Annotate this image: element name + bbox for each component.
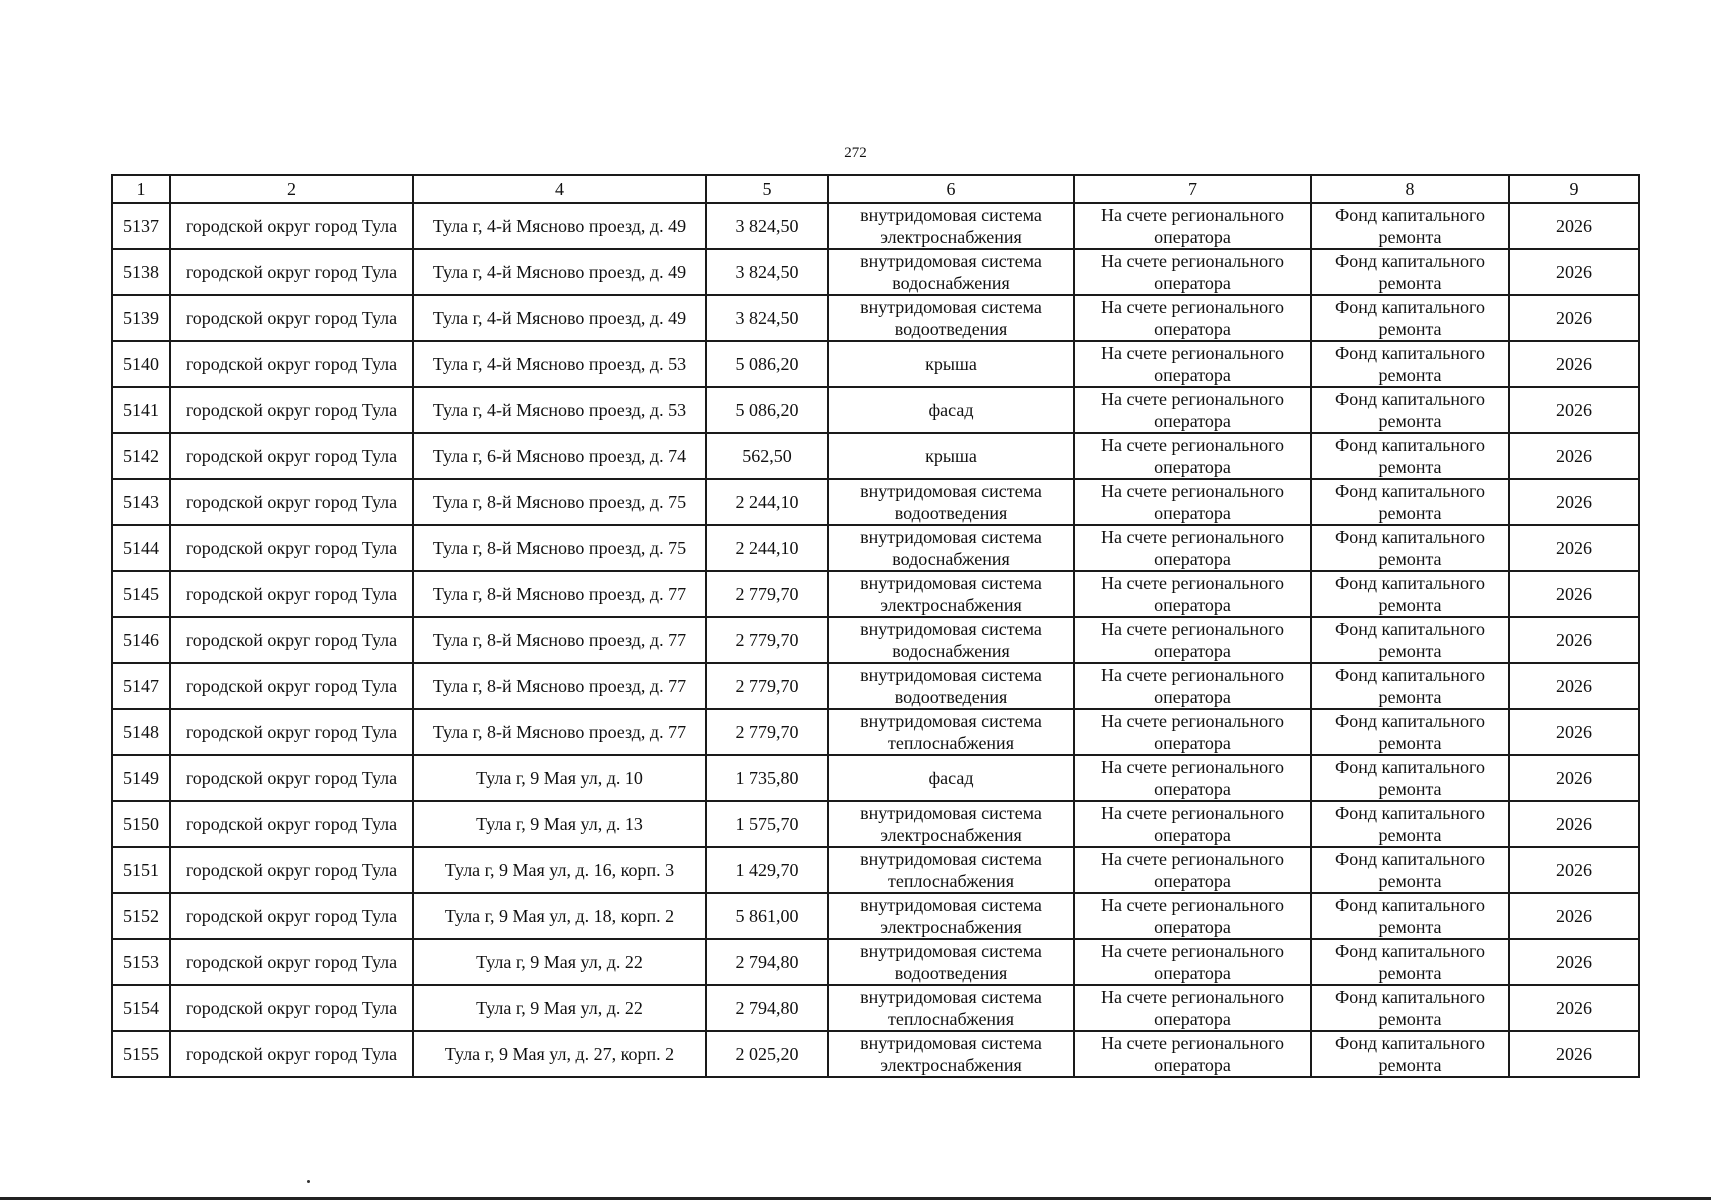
table-row bbox=[112, 709, 1639, 755]
funding-source-cell: Фонд капитального ремонта bbox=[1311, 341, 1509, 387]
fund-method-cell: На счете регионального оператора bbox=[1074, 985, 1311, 1031]
municipality-cell: городской округ город Тула bbox=[170, 1031, 413, 1077]
table-row bbox=[112, 571, 1639, 617]
funding-source-cell: Фонд капитального ремонта bbox=[1311, 801, 1509, 847]
municipality-cell: городской округ город Тула bbox=[170, 617, 413, 663]
work-type-cell: внутридомовая система водоснабжения bbox=[828, 525, 1074, 571]
address-cell: Тула г, 4-й Мясново проезд, д. 49 bbox=[413, 295, 706, 341]
row-number-cell: 5141 bbox=[112, 387, 170, 433]
year-cell: 2026 bbox=[1509, 249, 1639, 295]
row-number-cell: 5150 bbox=[112, 801, 170, 847]
header-col-8: 8 bbox=[1311, 175, 1509, 203]
table-row bbox=[112, 985, 1639, 1031]
address-cell: Тула г, 9 Мая ул, д. 16, корп. 3 bbox=[413, 847, 706, 893]
address-cell: Тула г, 8-й Мясново проезд, д. 77 bbox=[413, 571, 706, 617]
year-cell: 2026 bbox=[1509, 939, 1639, 985]
year-cell: 2026 bbox=[1509, 295, 1639, 341]
area-cell: 2 794,80 bbox=[706, 985, 828, 1031]
municipality-cell: городской округ город Тула bbox=[170, 847, 413, 893]
funding-source-cell: Фонд капитального ремонта bbox=[1311, 893, 1509, 939]
area-cell: 2 779,70 bbox=[706, 709, 828, 755]
work-type-cell: внутридомовая система электроснабжения bbox=[828, 893, 1074, 939]
row-number-cell: 5137 bbox=[112, 203, 170, 249]
row-number-cell: 5153 bbox=[112, 939, 170, 985]
area-cell: 1 735,80 bbox=[706, 755, 828, 801]
municipality-cell: городской округ город Тула bbox=[170, 525, 413, 571]
address-cell: Тула г, 8-й Мясново проезд, д. 75 bbox=[413, 525, 706, 571]
table-row bbox=[112, 203, 1639, 249]
work-type-cell: внутридомовая система водоотведения bbox=[828, 479, 1074, 525]
year-cell: 2026 bbox=[1509, 617, 1639, 663]
area-cell: 2 779,70 bbox=[706, 663, 828, 709]
area-cell: 5 861,00 bbox=[706, 893, 828, 939]
fund-method-cell: На счете регионального оператора bbox=[1074, 479, 1311, 525]
municipality-cell: городской округ город Тула bbox=[170, 571, 413, 617]
address-cell: Тула г, 8-й Мясново проезд, д. 77 bbox=[413, 617, 706, 663]
header-col-1: 1 bbox=[112, 175, 170, 203]
fund-method-cell: На счете регионального оператора bbox=[1074, 1031, 1311, 1077]
area-cell: 2 244,10 bbox=[706, 479, 828, 525]
table-row bbox=[112, 295, 1639, 341]
fund-method-cell: На счете регионального оператора bbox=[1074, 893, 1311, 939]
table-row bbox=[112, 249, 1639, 295]
municipality-cell: городской округ город Тула bbox=[170, 433, 413, 479]
table-row bbox=[112, 617, 1639, 663]
year-cell: 2026 bbox=[1509, 893, 1639, 939]
row-number-cell: 5139 bbox=[112, 295, 170, 341]
funding-source-cell: Фонд капитального ремонта bbox=[1311, 939, 1509, 985]
address-cell: Тула г, 9 Мая ул, д. 22 bbox=[413, 985, 706, 1031]
funding-source-cell: Фонд капитального ремонта bbox=[1311, 709, 1509, 755]
row-number-cell: 5142 bbox=[112, 433, 170, 479]
work-type-cell: внутридомовая система теплоснабжения bbox=[828, 709, 1074, 755]
row-number-cell: 5140 bbox=[112, 341, 170, 387]
table-row bbox=[112, 801, 1639, 847]
fund-method-cell: На счете регионального оператора bbox=[1074, 939, 1311, 985]
fund-method-cell: На счете регионального оператора bbox=[1074, 433, 1311, 479]
fund-method-cell: На счете регионального оператора bbox=[1074, 617, 1311, 663]
municipality-cell: городской округ город Тула bbox=[170, 479, 413, 525]
row-number-cell: 5149 bbox=[112, 755, 170, 801]
municipality-cell: городской округ город Тула bbox=[170, 893, 413, 939]
area-cell: 3 824,50 bbox=[706, 249, 828, 295]
year-cell: 2026 bbox=[1509, 663, 1639, 709]
area-cell: 2 025,20 bbox=[706, 1031, 828, 1077]
municipality-cell: городской округ город Тула bbox=[170, 663, 413, 709]
address-cell: Тула г, 4-й Мясново проезд, д. 49 bbox=[413, 249, 706, 295]
municipality-cell: городской округ город Тула bbox=[170, 709, 413, 755]
area-cell: 2 244,10 bbox=[706, 525, 828, 571]
funding-source-cell: Фонд капитального ремонта bbox=[1311, 387, 1509, 433]
header-col-5: 5 bbox=[706, 175, 828, 203]
work-type-cell: внутридомовая система электроснабжения bbox=[828, 801, 1074, 847]
address-cell: Тула г, 9 Мая ул, д. 10 bbox=[413, 755, 706, 801]
address-cell: Тула г, 8-й Мясново проезд, д. 77 bbox=[413, 663, 706, 709]
work-type-cell: внутридомовая система водоснабжения bbox=[828, 249, 1074, 295]
fund-method-cell: На счете регионального оператора bbox=[1074, 203, 1311, 249]
row-number-cell: 5138 bbox=[112, 249, 170, 295]
municipality-cell: городской округ город Тула bbox=[170, 801, 413, 847]
work-type-cell: внутридомовая система электроснабжения bbox=[828, 1031, 1074, 1077]
work-type-cell: фасад bbox=[828, 755, 1074, 801]
fund-method-cell: На счете регионального оператора bbox=[1074, 801, 1311, 847]
year-cell: 2026 bbox=[1509, 479, 1639, 525]
year-cell: 2026 bbox=[1509, 709, 1639, 755]
funding-source-cell: Фонд капитального ремонта bbox=[1311, 479, 1509, 525]
municipality-cell: городской округ город Тула bbox=[170, 295, 413, 341]
table-row bbox=[112, 433, 1639, 479]
header-row bbox=[112, 175, 1639, 203]
area-cell: 5 086,20 bbox=[706, 387, 828, 433]
table-row bbox=[112, 341, 1639, 387]
header-col-6: 6 bbox=[828, 175, 1074, 203]
work-type-cell: фасад bbox=[828, 387, 1074, 433]
fund-method-cell: На счете регионального оператора bbox=[1074, 249, 1311, 295]
area-cell: 5 086,20 bbox=[706, 341, 828, 387]
funding-source-cell: Фонд капитального ремонта bbox=[1311, 203, 1509, 249]
work-type-cell: крыша bbox=[828, 433, 1074, 479]
municipality-cell: городской округ город Тула bbox=[170, 203, 413, 249]
table-row bbox=[112, 663, 1639, 709]
year-cell: 2026 bbox=[1509, 571, 1639, 617]
municipality-cell: городской округ город Тула bbox=[170, 939, 413, 985]
fund-method-cell: На счете регионального оператора bbox=[1074, 571, 1311, 617]
row-number-cell: 5145 bbox=[112, 571, 170, 617]
table-row bbox=[112, 755, 1639, 801]
work-type-cell: внутридомовая система водоснабжения bbox=[828, 617, 1074, 663]
funding-source-cell: Фонд капитального ремонта bbox=[1311, 525, 1509, 571]
municipality-cell: городской округ город Тула bbox=[170, 249, 413, 295]
row-number-cell: 5143 bbox=[112, 479, 170, 525]
area-cell: 2 794,80 bbox=[706, 939, 828, 985]
area-cell: 3 824,50 bbox=[706, 295, 828, 341]
work-type-cell: внутридомовая система водоотведения bbox=[828, 663, 1074, 709]
year-cell: 2026 bbox=[1509, 525, 1639, 571]
funding-source-cell: Фонд капитального ремонта bbox=[1311, 295, 1509, 341]
table-row bbox=[112, 387, 1639, 433]
year-cell: 2026 bbox=[1509, 985, 1639, 1031]
funding-source-cell: Фонд капитального ремонта bbox=[1311, 1031, 1509, 1077]
capital-repair-register-table bbox=[111, 174, 1640, 1078]
year-cell: 2026 bbox=[1509, 1031, 1639, 1077]
funding-source-cell: Фонд капитального ремонта bbox=[1311, 847, 1509, 893]
municipality-cell: городской округ город Тула bbox=[170, 985, 413, 1031]
work-type-cell: внутридомовая система теплоснабжения bbox=[828, 985, 1074, 1031]
funding-source-cell: Фонд капитального ремонта bbox=[1311, 617, 1509, 663]
fund-method-cell: На счете регионального оператора bbox=[1074, 709, 1311, 755]
header-col-4: 4 bbox=[413, 175, 706, 203]
municipality-cell: городской округ город Тула bbox=[170, 341, 413, 387]
address-cell: Тула г, 9 Мая ул, д. 27, корп. 2 bbox=[413, 1031, 706, 1077]
fund-method-cell: На счете регионального оператора bbox=[1074, 341, 1311, 387]
municipality-cell: городской округ город Тула bbox=[170, 755, 413, 801]
row-number-cell: 5151 bbox=[112, 847, 170, 893]
address-cell: Тула г, 9 Мая ул, д. 22 bbox=[413, 939, 706, 985]
address-cell: Тула г, 6-й Мясново проезд, д. 74 bbox=[413, 433, 706, 479]
municipality-cell: городской округ город Тула bbox=[170, 387, 413, 433]
work-type-cell: внутридомовая система теплоснабжения bbox=[828, 847, 1074, 893]
table-row bbox=[112, 479, 1639, 525]
table-row bbox=[112, 847, 1639, 893]
table-row bbox=[112, 525, 1639, 571]
fund-method-cell: На счете регионального оператора bbox=[1074, 847, 1311, 893]
row-number-cell: 5155 bbox=[112, 1031, 170, 1077]
header-col-7: 7 bbox=[1074, 175, 1311, 203]
header-col-2: 2 bbox=[170, 175, 413, 203]
row-number-cell: 5146 bbox=[112, 617, 170, 663]
address-cell: Тула г, 8-й Мясново проезд, д. 77 bbox=[413, 709, 706, 755]
page-number: 272 bbox=[844, 145, 867, 161]
year-cell: 2026 bbox=[1509, 387, 1639, 433]
address-cell: Тула г, 4-й Мясново проезд, д. 53 bbox=[413, 341, 706, 387]
table-body bbox=[112, 203, 1639, 1077]
address-cell: Тула г, 4-й Мясново проезд, д. 53 bbox=[413, 387, 706, 433]
row-number-cell: 5152 bbox=[112, 893, 170, 939]
work-type-cell: внутридомовая система водоотведения bbox=[828, 295, 1074, 341]
year-cell: 2026 bbox=[1509, 203, 1639, 249]
work-type-cell: внутридомовая система водоотведения bbox=[828, 939, 1074, 985]
year-cell: 2026 bbox=[1509, 433, 1639, 479]
work-type-cell: внутридомовая система электроснабжения bbox=[828, 571, 1074, 617]
area-cell: 1 429,70 bbox=[706, 847, 828, 893]
table-row bbox=[112, 893, 1639, 939]
funding-source-cell: Фонд капитального ремонта bbox=[1311, 249, 1509, 295]
area-cell: 2 779,70 bbox=[706, 617, 828, 663]
scan-dot bbox=[307, 1180, 310, 1183]
fund-method-cell: На счете регионального оператора bbox=[1074, 295, 1311, 341]
area-cell: 2 779,70 bbox=[706, 571, 828, 617]
address-cell: Тула г, 8-й Мясново проезд, д. 75 bbox=[413, 479, 706, 525]
fund-method-cell: На счете регионального оператора bbox=[1074, 755, 1311, 801]
work-type-cell: внутридомовая система электроснабжения bbox=[828, 203, 1074, 249]
area-cell: 3 824,50 bbox=[706, 203, 828, 249]
row-number-cell: 5154 bbox=[112, 985, 170, 1031]
row-number-cell: 5144 bbox=[112, 525, 170, 571]
fund-method-cell: На счете регионального оператора bbox=[1074, 663, 1311, 709]
table-row bbox=[112, 1031, 1639, 1077]
year-cell: 2026 bbox=[1509, 847, 1639, 893]
area-cell: 1 575,70 bbox=[706, 801, 828, 847]
header-col-9: 9 bbox=[1509, 175, 1639, 203]
funding-source-cell: Фонд капитального ремонта bbox=[1311, 663, 1509, 709]
year-cell: 2026 bbox=[1509, 755, 1639, 801]
table-header bbox=[112, 175, 1639, 203]
address-cell: Тула г, 4-й Мясново проезд, д. 49 bbox=[413, 203, 706, 249]
funding-source-cell: Фонд капитального ремонта bbox=[1311, 985, 1509, 1031]
fund-method-cell: На счете регионального оператора bbox=[1074, 525, 1311, 571]
year-cell: 2026 bbox=[1509, 341, 1639, 387]
work-type-cell: крыша bbox=[828, 341, 1074, 387]
area-cell: 562,50 bbox=[706, 433, 828, 479]
funding-source-cell: Фонд капитального ремонта bbox=[1311, 571, 1509, 617]
row-number-cell: 5148 bbox=[112, 709, 170, 755]
address-cell: Тула г, 9 Мая ул, д. 13 bbox=[413, 801, 706, 847]
funding-source-cell: Фонд капитального ремонта bbox=[1311, 755, 1509, 801]
year-cell: 2026 bbox=[1509, 801, 1639, 847]
row-number-cell: 5147 bbox=[112, 663, 170, 709]
table-row bbox=[112, 939, 1639, 985]
funding-source-cell: Фонд капитального ремонта bbox=[1311, 433, 1509, 479]
fund-method-cell: На счете регионального оператора bbox=[1074, 387, 1311, 433]
address-cell: Тула г, 9 Мая ул, д. 18, корп. 2 bbox=[413, 893, 706, 939]
